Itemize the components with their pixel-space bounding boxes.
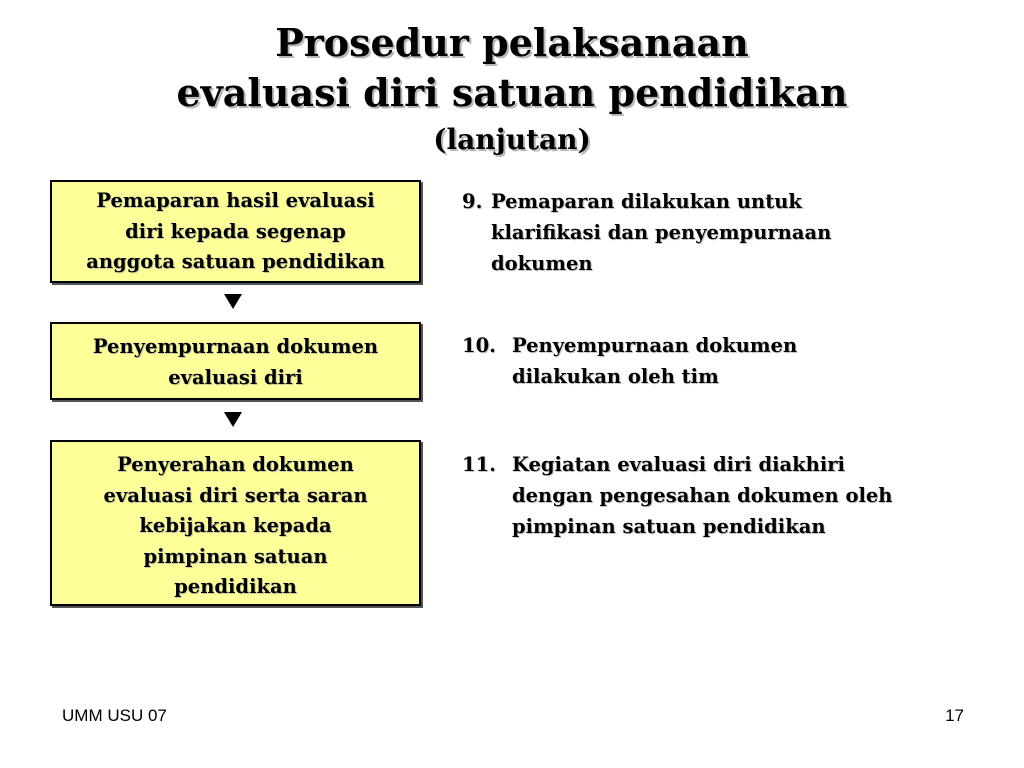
down-arrow-icon: [224, 294, 242, 309]
flow-box-penyempurnaan: [50, 322, 421, 400]
step-text-line: klarifikasi dan penyempurnaan: [491, 221, 832, 244]
footer-label: UMM USU 07: [62, 706, 167, 725]
step-text-line: dengan pengesahan dokumen oleh: [512, 484, 893, 507]
flow-box-line: pendidikan: [174, 575, 297, 598]
step-number: 9.: [462, 190, 483, 213]
step-number: 11.: [462, 453, 496, 476]
flow-box-line: Penyempurnaan dokumen: [92, 335, 379, 358]
step-text-line: pimpinan satuan pendidikan: [512, 515, 826, 538]
step-text-line: dilakukan oleh tim: [512, 365, 719, 388]
flow-box-line: Pemaparan hasil evaluasi: [96, 189, 375, 212]
flow-box-line: evaluasi diri serta saran: [103, 483, 368, 507]
step-item-9: [462, 186, 831, 279]
title-line-1: Prosedur pelaksanaan: [275, 20, 749, 65]
page-number: 17: [945, 706, 964, 725]
flow-box-penyerahan: [50, 440, 421, 606]
step-text-line: Pemaparan dilakukan untuk: [491, 190, 802, 213]
flow-box-line: kebijakan kepada: [139, 514, 332, 537]
step-text-line: dokumen: [491, 252, 593, 275]
flow-box-line: evaluasi diri: [168, 365, 303, 389]
step-number: 10.: [462, 334, 496, 357]
step-text-line: Kegiatan evaluasi diri diakhiri: [512, 453, 845, 476]
down-arrow-icon: [224, 412, 242, 427]
step-item-11: [462, 449, 892, 542]
step-text-line: Penyempurnaan dokumen: [512, 334, 798, 357]
flow-box-line: anggota satuan pendidikan: [86, 250, 385, 273]
flow-box-line: diri kepada segenap: [125, 219, 346, 243]
flow-box-line: pimpinan satuan: [143, 544, 328, 568]
flow-box-line: Penyerahan dokumen: [117, 453, 354, 476]
title-subtitle: (lanjutan): [433, 123, 591, 156]
slide-title: [0, 18, 1024, 160]
flow-box-pemaparan: [50, 180, 421, 283]
title-line-2: evaluasi diri satuan pendidikan: [176, 70, 848, 115]
step-item-10: [462, 330, 797, 392]
